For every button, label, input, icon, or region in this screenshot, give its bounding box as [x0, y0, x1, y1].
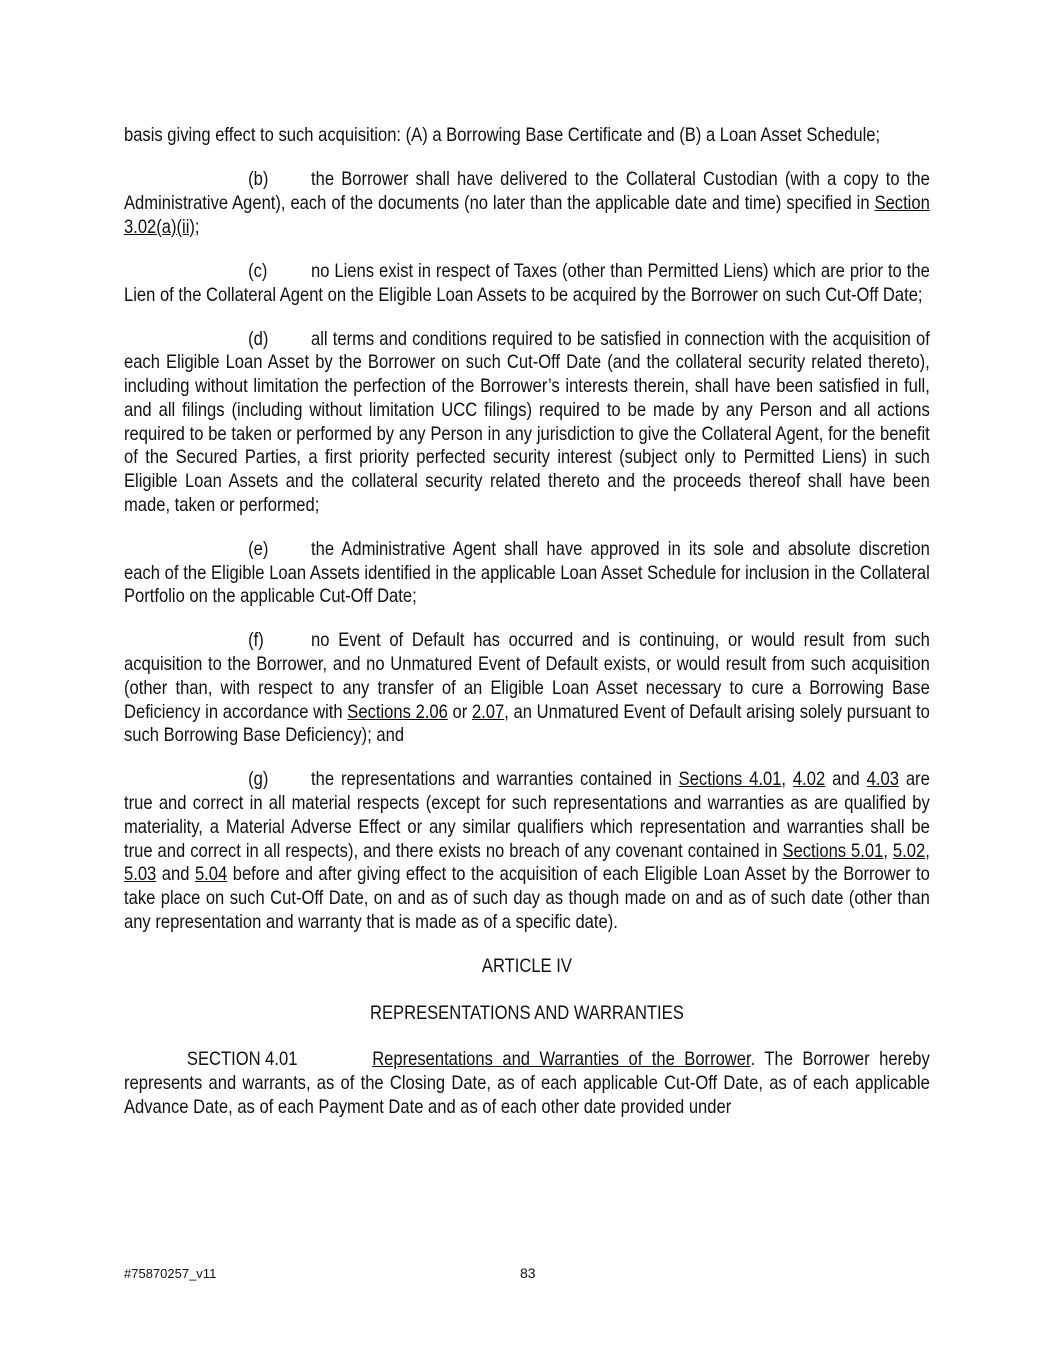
cross-reference-link[interactable]: 2.07 [471, 700, 505, 723]
paragraph-list [124, 124, 930, 934]
clause-label: (f) [248, 629, 264, 652]
cross-reference-link[interactable]: Sections 4.01 [678, 768, 782, 791]
cross-reference-link[interactable]: Sections 2.06 [347, 700, 448, 723]
paragraph-text: are true and correct in all material respects (except for such representations and warranties as are qualified by materiality, a Material Adverse Effect or any similar qualifiers which representation and warranties shall be true and correct in all respects), and there exists no breach of any covenant contained in [124, 768, 930, 862]
paragraph-text: ; [194, 215, 200, 238]
article-number: ARTICLE IV [481, 954, 572, 977]
clause-label: (c) [248, 259, 268, 282]
section-paragraph [124, 1048, 930, 1119]
footer-document-id: #75870257_v11 [124, 1266, 217, 1281]
clause-label: (b) [248, 168, 269, 191]
cross-reference-link[interactable]: 4.02 [792, 768, 826, 791]
paragraph-text: no Liens exist in respect of Taxes (other than Permitted Liens) which are prior to the Lien of the Collateral Agent on the Eligible Loan Assets to be acquired by the Borrower on such Cut-Off Date; [124, 259, 930, 306]
clause-label: (e) [248, 537, 269, 560]
paragraph-text: , [925, 839, 930, 862]
paragraph-text: and [156, 863, 195, 886]
cross-reference-link[interactable]: 4.03 [866, 768, 899, 791]
paragraph-text: and [825, 768, 867, 791]
continuation-paragraph [124, 124, 930, 148]
cross-reference-link[interactable]: 5.04 [194, 863, 228, 886]
paragraph-text: the Administrative Agent shall have approved in its sole and absolute discretion each of the Eligible Loan Assets identified in the applicable Loan Asset Schedule for inclusion in the Collateral Portfolio on the applicable Cut-Off Date; [124, 537, 930, 608]
clause-paragraph [124, 260, 930, 307]
cross-reference-link[interactable]: 5.03 [124, 863, 157, 886]
clause-label: (d) [248, 327, 269, 350]
paragraph-text: , an Unmatured Event of Default arising solely pursuant to such Borrowing Base Deficiency); and [124, 700, 930, 747]
footer-page-number: 83 [520, 1265, 536, 1281]
document-body [124, 124, 930, 1140]
paragraph-text: , [883, 839, 893, 862]
clause-paragraph [124, 328, 930, 518]
paragraph-text: before and after giving effect to the acquisition of each Eligible Loan Asset by the Borrower to take place on such Cut-Off Date, on and as of such day as though made on and as of such date (other than any representation and warranty that is made as of a specific date). [124, 863, 930, 933]
section-heading: Representations and Warranties of the Borrower [372, 1048, 751, 1071]
paragraph-text: no Event of Default has occurred and is continuing, or would result from such acquisition to the Borrower, and no Unmatured Event of Default exists, or would result from such acquisition (other than, with respect to any transfer of an Eligible Loan Asset necessary to cure a Borrowing Base Deficiency in accordance with [124, 629, 930, 723]
section-text: . The Borrower hereby represents and warrants, as of the Closing Date, as of each applicable Cut-Off Date, as of each applicable Advance Date, as of each Payment Date and as of each other date provided under [124, 1048, 930, 1118]
clause-paragraph [124, 538, 930, 609]
paragraph-text: basis giving effect to such acquisition: (A) a Borrowing Base Certificate and (B) a Loan Asset Schedule; [124, 124, 881, 146]
clause-paragraph [124, 629, 930, 748]
cross-reference-link[interactable]: Section 3.02(a)(ii) [124, 191, 930, 238]
clause-paragraph [124, 168, 930, 239]
paragraph-text: all terms and conditions required to be satisfied in connection with the acquisition of each Eligible Loan Asset by the Borrower on such Cut-Off Date (and the collateral security related thereto), including without limitation the perfection of the Borrower’s interests therein, shall have been satisfied in full, and all filings (including without limitation UCC filings) required to be made by any Person and all actions required to be taken or performed by any Person in any jurisdiction to give the Collateral Agent, for the benefit of the Secured Parties, a first priority perfected security interest (subject only to Permitted Liens) in such Eligible Loan Assets and the collateral security related thereto and the proceeds thereof shall have been made, taken or performed; [124, 327, 930, 516]
cross-reference-link[interactable]: 5.02 [892, 839, 926, 862]
clause-label: (g) [248, 768, 269, 791]
clause-paragraph [124, 768, 930, 934]
article-title: REPRESENTATIONS AND WARRANTIES [370, 1001, 684, 1024]
cross-reference-link[interactable]: Sections 5.01 [782, 839, 884, 862]
paragraph-text: the Borrower shall have delivered to the Collateral Custodian (with a copy to the Administrative Agent), each of the documents (no later than the applicable date and time) specified in [124, 168, 930, 214]
section-label: SECTION 4.01 [186, 1048, 298, 1071]
paragraph-text: , [781, 768, 793, 791]
paragraph-text: or [447, 700, 472, 723]
paragraph-text: the representations and warranties contained in [311, 768, 679, 791]
